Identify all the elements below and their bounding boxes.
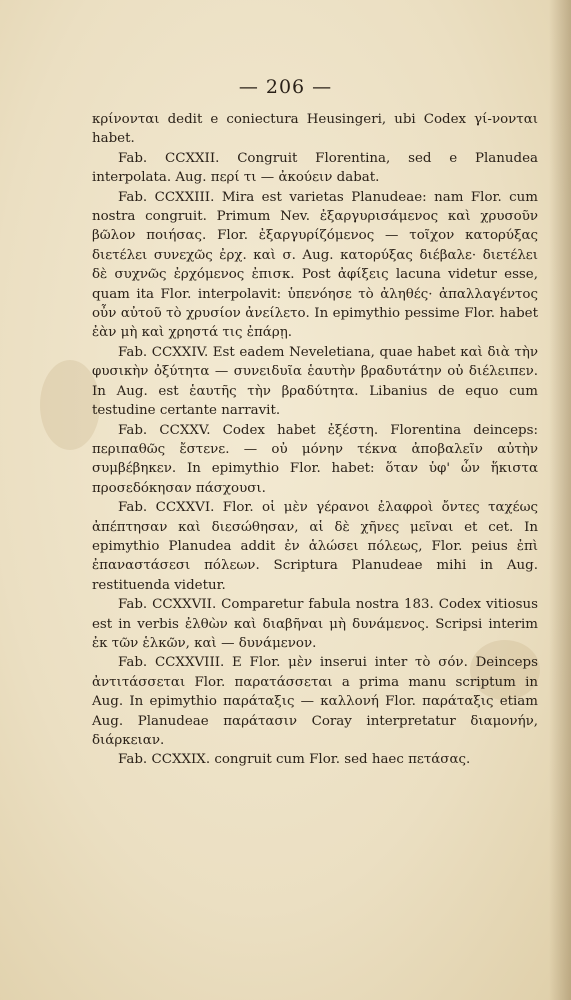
body-text [92,110,538,770]
paragraph: Fab. CCXXIII. Mira est varietas Planudeae: nam Flor. cum nostra congruit. Primum Nev. ἐξαργυρισάμενος καὶ χρυσοῦν βῶλον ποιήσας. Flor. ἐξαργυρίζόμενος — τοῖχον κατορύξας διετέλει συνεχῶς ἐρχ. καὶ σ. Aug. κατορύξας διέβαλε· διετέλει δὲ συχνῶς ἐρχόμενος ἐπισκ. Post ἀφίξεις lacuna videtur esse, quam ita Flor. interpolavit: ὑπενόησε τὸ ἀληθές· ἀπαλλαγέντος οὖν αὐτοῦ τὸ χρυσίον ἀνείλετο. In epimythio pessime Flor. habet ἐὰν μὴ καὶ χρηστά τις ἐπάρῃ. [92,189,538,341]
page-number: — 206 — [238,76,333,98]
paragraph: Fab. CCXXIV. Est eadem Neveletiana, quae habet καὶ διὰ τὴν φυσικὴν ὀξύτητα — συνειδυῖα ἑαυτὴν βραδυτάτην οὐ διέλειπεν. In Aug. est ἑαυτῆς τὴν βραδύτητα. Libanius de equo cum testudine certante narravit. [92,344,538,419]
paragraph: κρίνονται dedit e coniectura Heusingeri, ubi Codex γί-νονται habet. [92,112,538,147]
page-edge-shadow [549,0,571,1000]
paragraph: Fab. CCXXIX. congruit cum Flor. sed haec πετάσας. [118,752,471,768]
paragraph: Fab. CCXXVII. Comparetur fabula nostra 183. Codex vitiosus est in verbis ἐλθὼν καὶ διαβῆναι μὴ δυνάμενος. Scripsi interim ἐκ τῶν ἑλκῶν, καὶ — δυνάμενον. [92,597,538,651]
paper-stain [40,360,100,450]
paragraph: Fab. CCXXVIII. E Flor. μὲν inserui inter τὸ σόν. Deinceps ἀντιτάσσεται Flor. παρατάσσεται a prima manu scriptum in Aug. In epimythio παράταξις — καλλονή Flor. παράταξις etiam Aug. Planudeae παράτασιν Coray interpretatur διαμονήν, διάρκειαν. [92,655,538,748]
paragraph: Fab. CCXXII. Congruit Florentina, sed e Planudea interpolata. Aug. περί τι — ἀκούειν dabat. [92,150,538,186]
paragraph: Fab. CCXXVI. Flor. οἱ μὲν γέρανοι ἐλαφροὶ ὄντες ταχέως ἀπέπτησαν καὶ διεσώθησαν, αἱ δὲ χῆνες μεῖναι et cet. In epimythio Planudea addit ἐν ἁλώσει πόλεως, Flor. peius ἐπὶ ἐπαναστάσεσι πόλεων. Scriptura Planudeae mihi in Aug. restituenda videtur. [92,500,538,593]
paragraph: Fab. CCXXV. Codex habet ἐξέστη. Florentina deinceps: περιπαθῶς ἔστενε. — οὐ μόνην τέκνα ἀποβαλεῖν αὐτὴν συμβέβηκεν. In epimythio Flor. habet: ὅταν ὑφ' ὧν ἥκιστα προσεδόκησαν πάσχουσι. [92,422,538,496]
